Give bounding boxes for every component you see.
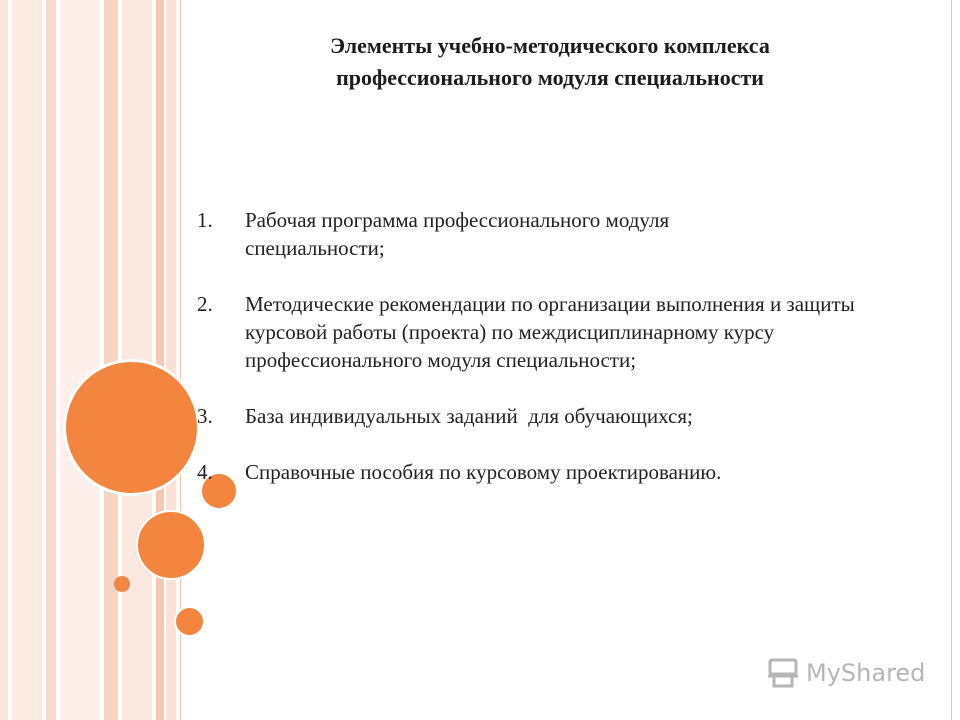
- list-item-text: Методические рекомендации по организации выполнения и защиты курсовой работы (проекта) по междисциплинарному курсу профессионального модуля специальности;: [245, 292, 855, 372]
- decor-stripe: [60, 0, 100, 720]
- slide-title: [220, 30, 880, 94]
- decor-stripe: [166, 0, 176, 720]
- list-item-number: 3.: [197, 404, 213, 428]
- list-item: [197, 402, 917, 430]
- slide-title-line: Элементы учебно-методического комплекса: [330, 33, 770, 58]
- list-item: [197, 206, 917, 262]
- watermark-text: MyShared: [806, 659, 926, 687]
- list-item: [197, 458, 917, 486]
- list-item: [197, 290, 917, 374]
- decor-circle-tiny: [114, 576, 130, 592]
- decor-stripe: [156, 0, 164, 720]
- decor-stripe: [12, 0, 42, 720]
- list-item-number: 1.: [197, 208, 213, 232]
- list-item-text: Справочные пособия по курсовому проектированию.: [245, 460, 722, 484]
- list-item-text: База индивидуальных заданий для обучающихся;: [245, 404, 693, 428]
- decor-stripe: [0, 0, 8, 720]
- list-item-text: Рабочая программа профессионального модуля специальности;: [245, 208, 670, 260]
- watermark: [766, 656, 925, 690]
- decor-stripe: [46, 0, 56, 720]
- myshared-logo-icon: [766, 656, 802, 690]
- content-list: [197, 206, 917, 514]
- decor-circle-medium: [136, 510, 206, 580]
- slide-title-line: профессионального модуля специальности: [336, 65, 764, 90]
- decor-circle-large: [63, 359, 200, 496]
- decor-circle-small: [174, 606, 205, 637]
- list-item-number: 2.: [197, 292, 213, 316]
- list-item-number: 4.: [197, 460, 213, 484]
